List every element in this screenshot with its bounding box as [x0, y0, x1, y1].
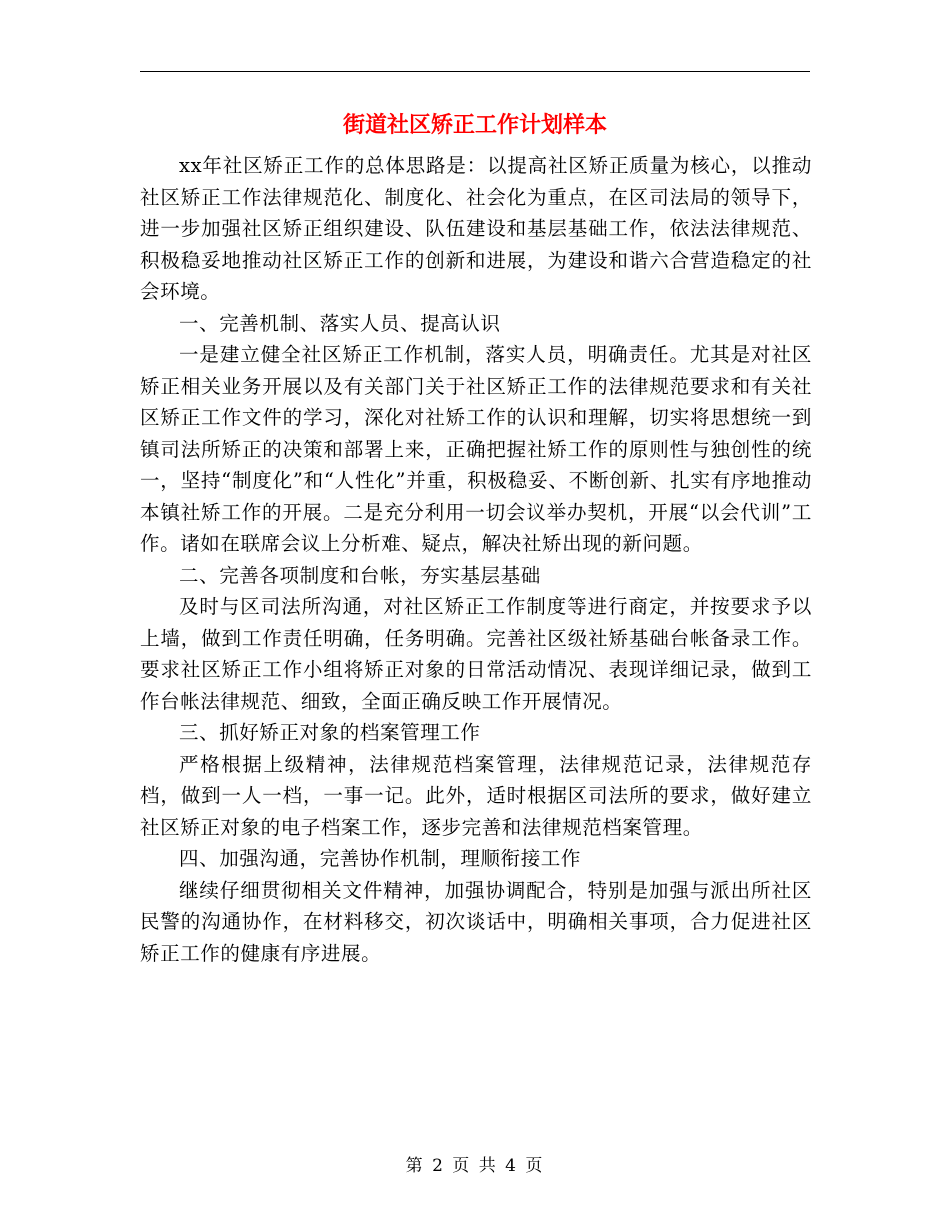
paragraph-section-3: 严格根据上级精神，法律规范档案管理，法律规范记录，法律规范存档，做到一人一档，一事一记。此外，适时根据区司法所的要求，做好建立社区矫正对象的电子档案工作，逐步完善和法律规范档案管理。 — [140, 752, 812, 839]
section-heading-3: 三、抓好矫正对象的档案管理工作 — [179, 721, 481, 744]
paragraph-intro: xx年社区矫正工作的总体思路是：以提高社区矫正质量为核心，以推动社区矫正工作法律规范化、制度化、社会化为重点，在区司法局的领导下，进一步加强社区矫正组织建设、队伍建设和基层基础工作，依法法律规范、积极稳妥地推动社区矫正工作的创新和进展，为建设和谐六合营造稳定的社会环境。 — [140, 154, 812, 303]
section-heading-4: 四、加强沟通，完善协作机制，理顺衔接工作 — [179, 847, 582, 870]
section-heading-2: 二、完善各项制度和台帐，夯实基层基础 — [179, 563, 541, 587]
header-rule — [140, 71, 810, 72]
section-heading-1: 一、完善机制、落实人员、提高认识 — [179, 311, 501, 335]
paragraph-section-2: 及时与区司法所沟通，对社区矫正工作制度等进行商定，并按要求予以上墙，做到工作责任明确，任务明确。完善社区级社矫基础台帐备录工作。要求社区矫正工作小组将矫正对象的日常活动情况、表现详细记录，做到工作台帐法律规范、细致，全面正确反映工作开展情况。 — [140, 595, 812, 713]
document-title: 街道社区矫正工作计划样本 — [342, 112, 607, 138]
paragraph-section-1: 一是建立健全社区矫正工作机制，落实人员，明确责任。尤其是对社区矫正相关业务开展以及有关部门关于社区矫正工作的法律规范要求和有关社区矫正工作文件的学习，深化对社矫工作的认识和理解，切实将思想统一到镇司法所矫正的决策和部署上来，正确把握社矫工作的原则性与独创性的统一，坚持“制度化”和“人性化”并重，积极稳妥、不断创新、扎实有序地推动本镇社矫工作的开展。二是充分利用一切会议举办契机，开展“以会代训”工作。诸如在联席会议上分析难、疑点，解决社矫出现的新问题。 — [140, 343, 812, 555]
paragraph-section-4: 继续仔细贯彻相关文件精神，加强协调配合，特别是加强与派出所社区民警的沟通协作，在材料移交，初次谈话中，明确相关事项，合力促进社区矫正工作的健康有序进展。 — [140, 878, 812, 965]
document-body — [140, 150, 812, 969]
page-number-footer: 第 2 页 共 4 页 — [405, 1156, 545, 1176]
